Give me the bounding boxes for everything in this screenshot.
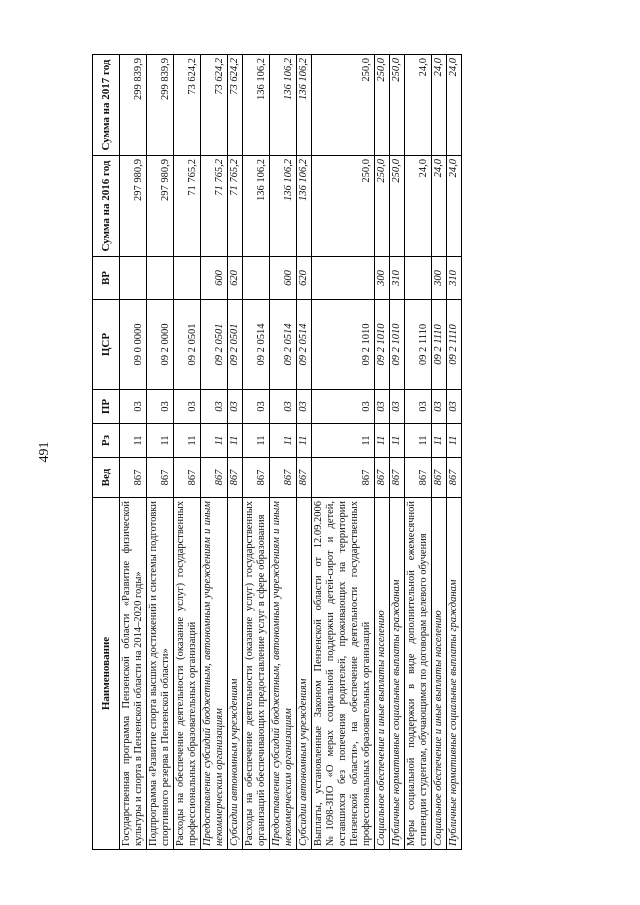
cell-sum-2017: 299 839,9 — [147, 55, 174, 156]
cell-vr: 310 — [447, 257, 462, 300]
cell-name: Расходы на обеспечение деятельности (оказание услуг) государственных профессиональных образовательных организаций — [174, 498, 201, 850]
cell-sum-2016: 136 106,2 — [270, 156, 297, 257]
cell-rz: 11 — [147, 424, 174, 458]
header-sum-2017: Сумма на 2017 год — [93, 55, 120, 156]
cell-rz: 11 — [297, 424, 312, 458]
cell-sum-2017: 73 624,2 — [174, 55, 201, 156]
cell-csr: 09 2 1110 — [405, 300, 432, 390]
cell-pr: 03 — [120, 390, 147, 424]
cell-sum-2016: 250,0 — [312, 156, 375, 257]
cell-pr: 03 — [270, 390, 297, 424]
page-number: 491 — [37, 441, 52, 463]
cell-rz: 11 — [390, 424, 405, 458]
cell-name: Расходы на обеспечение деятельности (оказание услуг) государственных организаций обеспечивающих предоставление услуг в сфере образования — [243, 498, 270, 850]
cell-sum-2017: 136 106,2 — [243, 55, 270, 156]
cell-sum-2016: 71 765,2 — [228, 156, 243, 257]
cell-name: Социальное обеспечение и иные выплаты населению — [375, 498, 390, 850]
cell-pr: 03 — [174, 390, 201, 424]
cell-csr: 09 2 0501 — [174, 300, 201, 390]
cell-rz: 11 — [120, 424, 147, 458]
cell-sum-2016: 136 106,2 — [297, 156, 312, 257]
cell-vr: 300 — [432, 257, 447, 300]
cell-pr: 03 — [375, 390, 390, 424]
cell-sum-2017: 73 624,2 — [228, 55, 243, 156]
cell-pr: 03 — [228, 390, 243, 424]
cell-vr: 310 — [390, 257, 405, 300]
cell-pr: 03 — [147, 390, 174, 424]
cell-sum-2016: 71 765,2 — [201, 156, 228, 257]
cell-rz: 11 — [432, 424, 447, 458]
cell-sum-2017: 136 106,2 — [270, 55, 297, 156]
cell-ved: 867 — [405, 458, 432, 498]
cell-rz: 11 — [312, 424, 375, 458]
cell-pr: 03 — [432, 390, 447, 424]
cell-vr — [120, 257, 147, 300]
cell-vr: 600 — [270, 257, 297, 300]
cell-csr: 09 2 1010 — [312, 300, 375, 390]
table-row — [228, 55, 243, 850]
cell-sum-2016: 24,0 — [405, 156, 432, 257]
cell-ved: 867 — [120, 458, 147, 498]
cell-name: Предоставление субсидий бюджетным, автономным учреждениям и иным некоммерческим организациям — [270, 498, 297, 850]
cell-csr: 09 2 1010 — [390, 300, 405, 390]
cell-rz: 11 — [201, 424, 228, 458]
cell-sum-2016: 71 765,2 — [174, 156, 201, 257]
cell-name: Выплаты, установленные Законом Пензенской области от 12.09.2006 №1098-ЗПО «О мерах социальной поддержки детей-сирот и детей, оставшихся без попечения родителей, проживающих на территории Пензенской области», на обеспечение деятельности государственных профессиональных образовательных организаций — [312, 498, 375, 850]
cell-rz: 11 — [405, 424, 432, 458]
cell-sum-2017: 250,0 — [375, 55, 390, 156]
table-row — [174, 55, 201, 850]
header-sum-2016: Сумма на 2016 год — [93, 156, 120, 257]
cell-ved: 867 — [174, 458, 201, 498]
cell-sum-2017: 24,0 — [432, 55, 447, 156]
cell-vr: 620 — [297, 257, 312, 300]
cell-ved: 867 — [297, 458, 312, 498]
cell-vr — [312, 257, 375, 300]
table-header-row — [93, 55, 120, 850]
header-ved: Вед — [93, 458, 120, 498]
cell-vr — [243, 257, 270, 300]
cell-ved: 867 — [201, 458, 228, 498]
cell-sum-2017: 250,0 — [312, 55, 375, 156]
cell-rz: 11 — [174, 424, 201, 458]
cell-name: Подпрограмма «Развитие спорта высших достижений и системы подготовки спортивного резерва в Пензенской области» — [147, 498, 174, 850]
cell-rz: 11 — [270, 424, 297, 458]
cell-pr: 03 — [243, 390, 270, 424]
table-row — [390, 55, 405, 850]
cell-sum-2016: 136 106,2 — [243, 156, 270, 257]
cell-ved: 867 — [312, 458, 375, 498]
cell-sum-2016: 250,0 — [390, 156, 405, 257]
cell-csr: 09 2 1110 — [432, 300, 447, 390]
cell-vr: 600 — [201, 257, 228, 300]
cell-ved: 867 — [270, 458, 297, 498]
cell-csr: 09 2 0514 — [243, 300, 270, 390]
cell-ved: 867 — [228, 458, 243, 498]
cell-sum-2016: 297 980,9 — [120, 156, 147, 257]
cell-sum-2017: 73 624,2 — [201, 55, 228, 156]
cell-ved: 867 — [390, 458, 405, 498]
cell-csr: 09 2 1010 — [375, 300, 390, 390]
header-name: Наименование — [93, 498, 120, 850]
cell-name: Социальное обеспечение и иные выплаты населению — [432, 498, 447, 850]
cell-rz: 11 — [375, 424, 390, 458]
table-row — [297, 55, 312, 850]
cell-vr: 620 — [228, 257, 243, 300]
cell-pr: 03 — [312, 390, 375, 424]
cell-sum-2017: 299 839,9 — [120, 55, 147, 156]
cell-rz: 11 — [228, 424, 243, 458]
header-vr: ВР — [93, 257, 120, 300]
cell-sum-2017: 136 106,2 — [297, 55, 312, 156]
cell-name: Государственная программа Пензенской области «Развитие физической культуры и спорта в Пензенской области на 2014–2020 годы» — [120, 498, 147, 850]
cell-name: Предоставление субсидий бюджетным, автономным учреждениям и иным некоммерческим организациям — [201, 498, 228, 850]
cell-pr: 03 — [297, 390, 312, 424]
budget-table — [92, 54, 462, 850]
cell-csr: 09 2 0501 — [201, 300, 228, 390]
cell-ved: 867 — [432, 458, 447, 498]
cell-csr: 09 2 0514 — [270, 300, 297, 390]
cell-rz: 11 — [447, 424, 462, 458]
table-row — [405, 55, 432, 850]
header-pr: ПР — [93, 390, 120, 424]
header-csr: ЦСР — [93, 300, 120, 390]
table-row — [120, 55, 147, 850]
cell-vr — [405, 257, 432, 300]
table-row — [147, 55, 174, 850]
cell-pr: 03 — [201, 390, 228, 424]
cell-vr: 300 — [375, 257, 390, 300]
cell-pr: 03 — [405, 390, 432, 424]
table-row — [375, 55, 390, 850]
header-rz: Рз — [93, 424, 120, 458]
cell-ved: 867 — [243, 458, 270, 498]
cell-csr: 09 2 0501 — [228, 300, 243, 390]
cell-name: Публичные нормативные социальные выплаты гражданам — [390, 498, 405, 850]
cell-name: Субсидии автономным учреждениям — [228, 498, 243, 850]
cell-name: Публичные нормативные социальные выплаты гражданам — [447, 498, 462, 850]
cell-sum-2017: 24,0 — [447, 55, 462, 156]
table-row — [270, 55, 297, 850]
cell-sum-2016: 297 980,9 — [147, 156, 174, 257]
cell-ved: 867 — [375, 458, 390, 498]
cell-name: Меры социальной поддержки в виде дополнительной ежемесячной стипендии студентам, обучающимся по договорам целевого обучения — [405, 498, 432, 850]
table-row — [201, 55, 228, 850]
cell-csr: 09 2 0514 — [297, 300, 312, 390]
cell-vr — [174, 257, 201, 300]
cell-vr — [147, 257, 174, 300]
cell-ved: 867 — [147, 458, 174, 498]
cell-sum-2017: 250,0 — [390, 55, 405, 156]
table-row — [312, 55, 375, 850]
rotated-budget-table-container — [92, 55, 575, 850]
table-row — [432, 55, 447, 850]
cell-csr: 09 0 0000 — [120, 300, 147, 390]
cell-csr: 09 2 1110 — [447, 300, 462, 390]
cell-ved: 867 — [447, 458, 462, 498]
cell-name: Субсидии автономным учреждениям — [297, 498, 312, 850]
cell-csr: 09 2 0000 — [147, 300, 174, 390]
table-row — [243, 55, 270, 850]
cell-sum-2016: 24,0 — [432, 156, 447, 257]
cell-sum-2017: 24,0 — [405, 55, 432, 156]
cell-pr: 03 — [390, 390, 405, 424]
table-row — [447, 55, 462, 850]
cell-pr: 03 — [447, 390, 462, 424]
cell-rz: 11 — [243, 424, 270, 458]
cell-sum-2016: 24,0 — [447, 156, 462, 257]
cell-sum-2016: 250,0 — [375, 156, 390, 257]
